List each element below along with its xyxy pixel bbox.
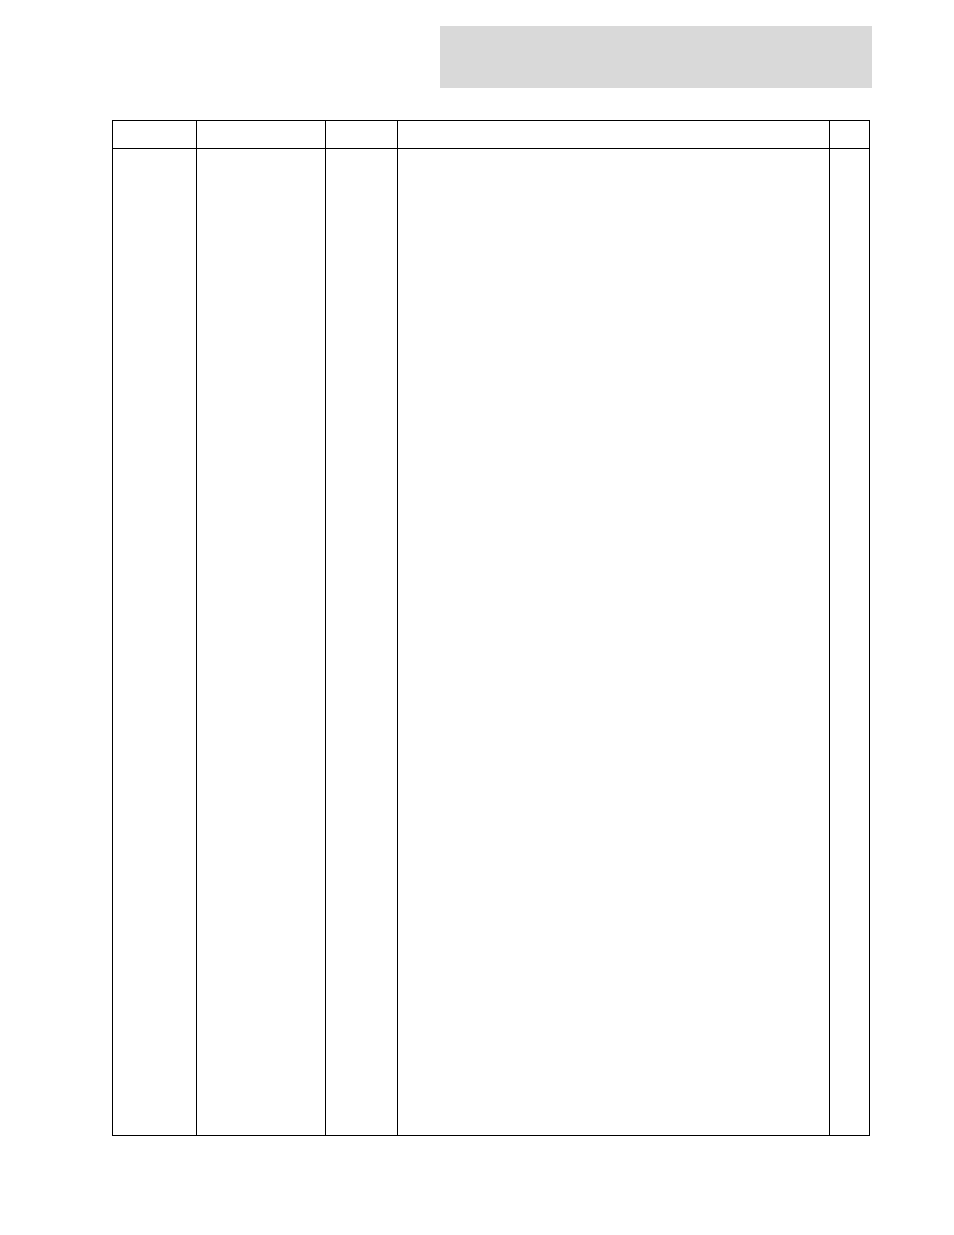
column-header-description xyxy=(397,121,829,148)
column-header-item xyxy=(113,121,196,148)
column-header-rev xyxy=(829,121,871,148)
header-divider xyxy=(113,148,869,149)
column-divider xyxy=(325,121,326,1135)
column-divider xyxy=(829,121,830,1135)
column-divider xyxy=(397,121,398,1135)
column-divider xyxy=(196,121,197,1135)
column-header-qty xyxy=(325,121,397,148)
column-header-part-number xyxy=(196,121,325,148)
parts-table xyxy=(112,120,870,1136)
section-header xyxy=(440,26,872,88)
